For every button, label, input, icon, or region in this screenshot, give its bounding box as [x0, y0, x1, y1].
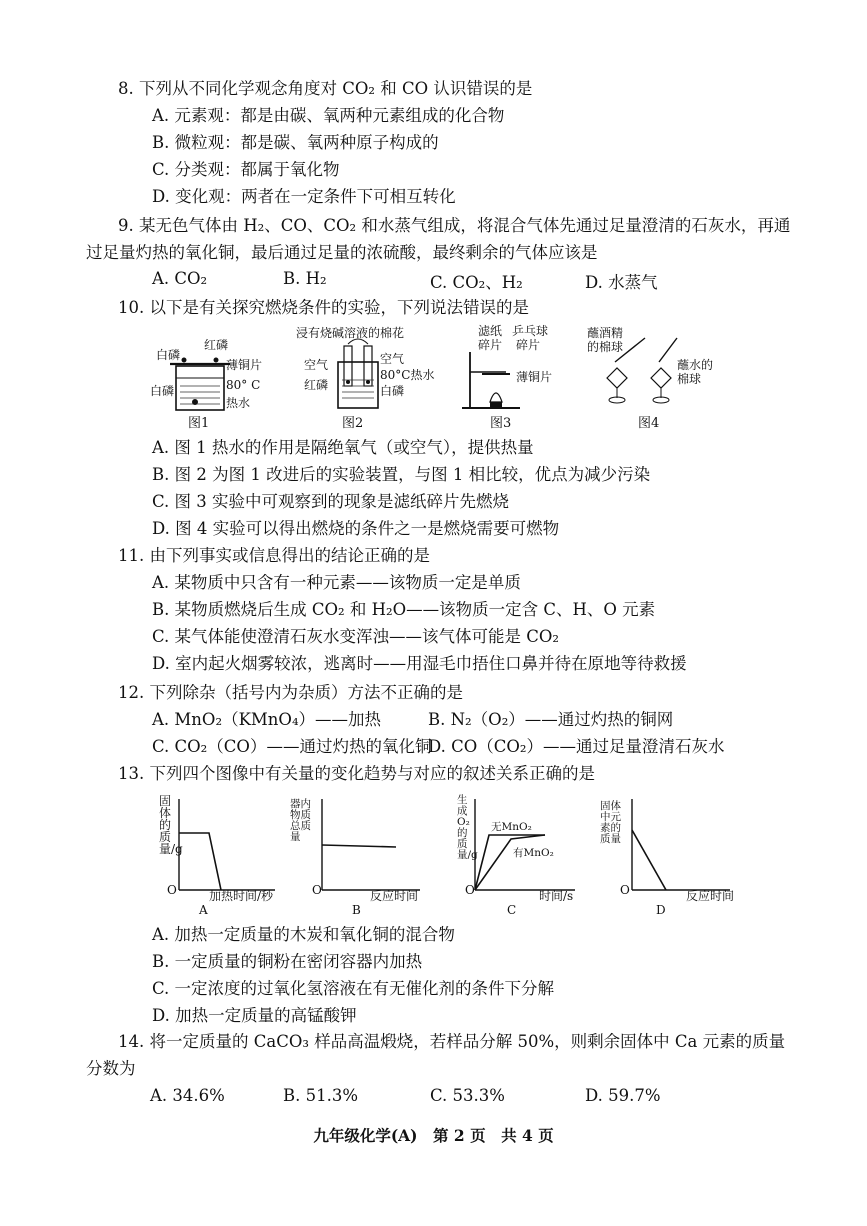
q8-option-c: C. 分类观：都属于氧化物	[152, 160, 340, 179]
q12-option-b: B. N₂（O₂）——通过灼热的铜网	[428, 710, 674, 729]
q11-option-b: B. 某物质燃烧后生成 CO₂ 和 H₂O——该物质一定含 C、H、O 元素	[152, 600, 656, 619]
q8-stem: 8. 下列从不同化学观念角度对 CO₂ 和 CO 认识错误的是	[118, 79, 533, 98]
graph-d-ylabel-7: 量	[610, 833, 621, 845]
q10-option-d: D. 图 4 实验可以得出燃烧的条件之一是燃烧需要可燃物	[152, 519, 560, 538]
graph-b-caption: B	[352, 903, 361, 917]
fig1-label-white-p-top: 白磷	[156, 348, 181, 362]
q11-option-d: D. 室内起火烟雾较浓，逃离时——用湿毛巾捂住口鼻并待在原地等待救援	[152, 654, 687, 673]
q8-option-b: B. 微粒观：都是碳、氧两种原子构成的	[152, 133, 439, 152]
q10-option-a: A. 图 1 热水的作用是隔绝氧气（或空气），提供热量	[152, 438, 534, 457]
graph-c-series-no-mno2: 无MnO₂	[491, 821, 532, 833]
q13-option-d: D. 加热一定质量的高锰酸钾	[152, 1006, 357, 1025]
graph-c-ylabel	[457, 794, 478, 861]
fig2-apparatus	[294, 322, 444, 422]
q9-option-c: C. CO₂、H₂	[430, 273, 523, 292]
graph-c-ylabel-3: 的	[457, 827, 468, 839]
fig4-caption: 图4	[638, 416, 660, 431]
graph-b-ylabel-2: 物	[290, 809, 301, 821]
q12-stem: 12. 下列除杂（括号内为杂质）方法不正确的是	[118, 683, 463, 702]
graph-a-origin: O	[167, 883, 177, 897]
q12-option-c: C. CO₂（CO）——通过灼热的氧化铜	[152, 737, 432, 756]
graph-a-caption: A	[199, 903, 208, 917]
fig4-label-water1: 蘸水的	[677, 358, 714, 372]
q8-option-d: D. 变化观：两者在一定条件下可相互转化	[152, 187, 456, 206]
q13-stem: 13. 下列四个图像中有关量的变化趋势与对应的叙述关系正确的是	[118, 764, 595, 783]
fig1-label-temp: 80° C	[226, 378, 261, 392]
graph-a	[155, 795, 285, 920]
q14-option-b: B. 51.3%	[283, 1086, 359, 1105]
fig3-caption: 图3	[490, 416, 512, 431]
fig3-label-fragment2: 碎片	[516, 338, 541, 352]
q10-option-b: B. 图 2 为图 1 改进后的实验装置，与图 1 相比较，优点为减少污染	[152, 465, 651, 484]
graph-c-ylabel-1: 成	[457, 805, 468, 817]
q13-option-c: C. 一定浓度的过氧化氢溶液在有无催化剂的条件下分解	[152, 979, 555, 998]
fig1-apparatus	[150, 326, 280, 426]
graph-d-ylabel-6: 质	[600, 833, 611, 845]
fig2-label-cotton: 浸有烧碱溶液的棉花	[296, 326, 405, 340]
graph-a-ylabel-2: 的	[159, 818, 172, 832]
fig4-apparatus	[585, 322, 735, 422]
graph-a-ylabel	[159, 794, 183, 856]
graph-c-ylabel-6: /g	[467, 849, 478, 861]
graph-c-ylabel-0: 生	[457, 794, 468, 806]
q11-stem: 11. 由下列事实或信息得出的结论正确的是	[118, 546, 430, 565]
graph-c-xlabel: 时间/s	[539, 889, 574, 903]
q9-option-d: D. 水蒸气	[585, 273, 658, 292]
graph-d-xlabel: 反应时间	[686, 889, 735, 903]
graph-d-ylabel-1: 体	[610, 800, 621, 812]
fig1-label-white-p-bottom: 白磷	[150, 384, 175, 398]
graph-a-ylabel-1: 体	[159, 806, 172, 820]
fig1-label-copper: 薄铜片	[226, 358, 263, 372]
graph-a-ylabel-5: /g	[171, 842, 183, 856]
graph-b-ylabel	[290, 799, 318, 843]
fig3-label-pingpong: 乒乓球	[512, 324, 549, 338]
q13-option-a: A. 加热一定质量的木炭和氧化铜的混合物	[152, 925, 455, 944]
q11-option-c: C. 某气体能使澄清石灰水变浑浊——该气体可能是 CO₂	[152, 627, 560, 646]
graph-a-ylabel-0: 固	[159, 794, 172, 808]
graph-d-ylabel-5: 的	[610, 822, 621, 834]
graph-b-ylabel-3: 质	[300, 809, 311, 821]
fig2-label-white-p: 白磷	[380, 384, 405, 398]
graph-d-ylabel-0: 固	[600, 800, 611, 812]
graph-c-series-mno2: 有MnO₂	[513, 847, 554, 859]
fig1-label-red-p: 红磷	[204, 338, 229, 352]
graph-b-xlabel: 反应时间	[370, 889, 419, 903]
graph-d-ylabel	[600, 801, 630, 845]
fig2-label-air-left: 空气	[304, 358, 329, 372]
fig2-label-hot-water: 80°C热水	[380, 368, 435, 382]
fig4-label-alcohol2: 的棉球	[587, 340, 624, 354]
graph-c-ylabel-5: 量	[457, 849, 468, 861]
graph-d	[600, 795, 740, 920]
graph-a-xlabel: 加热时间/秒	[209, 889, 274, 903]
graph-b	[290, 795, 430, 920]
graph-c-ylabel-4: 质	[457, 838, 468, 850]
fig4-label-alcohol1: 蘸酒精	[587, 326, 624, 340]
fig3-apparatus	[460, 322, 570, 422]
fig2-label-red-p: 红磷	[304, 378, 329, 392]
q14-option-c: C. 53.3%	[430, 1086, 505, 1105]
fig2-caption: 图2	[342, 416, 364, 431]
graph-b-ylabel-6: 量	[290, 831, 301, 843]
q9-option-b: B. H₂	[283, 269, 327, 288]
q14-options	[0, 1086, 867, 1110]
fig4-label-water2: 棉球	[677, 372, 702, 386]
graph-b-origin: O	[312, 883, 322, 897]
graph-b-ylabel-1: 内	[300, 798, 311, 810]
q14-stem-line2: 分数为	[86, 1059, 136, 1078]
q9-option-a: A. CO₂	[152, 269, 208, 288]
graph-b-ylabel-5: 质	[300, 820, 311, 832]
graph-c	[455, 795, 585, 920]
fig1-label-hot-water: 热水	[226, 396, 251, 410]
graph-d-origin: O	[620, 883, 630, 897]
q12-option-a: A. MnO₂（KMnO₄）——加热	[152, 710, 382, 729]
graph-c-origin: O	[465, 883, 475, 897]
graph-b-ylabel-4: 总	[290, 820, 301, 832]
q10-stem: 10. 以下是有关探究燃烧条件的实验，下列说法错误的是	[118, 298, 529, 317]
graph-b-ylabel-0: 器	[290, 798, 301, 810]
graph-c-caption: C	[507, 903, 517, 917]
graph-a-ylabel-4: 量	[159, 842, 172, 856]
graph-c-ylabel-2: O₂	[457, 816, 470, 828]
q10-option-c: C. 图 3 实验中可观察到的现象是滤纸碎片先燃烧	[152, 492, 510, 511]
graph-d-ylabel-4: 素	[600, 822, 611, 834]
graph-d-ylabel-2: 中	[600, 811, 611, 823]
fig3-label-copper: 薄铜片	[516, 370, 553, 384]
q14-stem-line1: 14. 将一定质量的 CaCO₃ 样品高温煅烧，若样品分解 50%，则剩余固体中 Ca 元素的质量	[118, 1032, 786, 1051]
graph-d-caption: D	[656, 903, 666, 917]
q14-option-d: D. 59.7%	[585, 1086, 661, 1105]
graph-a-ylabel-3: 质	[159, 830, 172, 844]
q14-option-a: A. 34.6%	[150, 1086, 225, 1105]
fig3-label-filter: 滤纸	[478, 324, 503, 338]
q13-option-b: B. 一定质量的铜粉在密闭容器内加热	[152, 952, 423, 971]
q12-option-d: D. CO（CO₂）——通过足量澄清石灰水	[428, 737, 725, 756]
q9-stem-line2: 过足量灼热的氧化铜，最后通过足量的浓硫酸，最终剩余的气体应该是	[86, 243, 598, 262]
q8-option-a: A. 元素观：都是由碳、氧两种元素组成的化合物	[152, 106, 505, 125]
q11-option-a: A. 某物质中只含有一种元素——该物质一定是单质	[152, 573, 521, 592]
graph-d-ylabel-3: 元	[610, 811, 621, 823]
page-footer: 九年级化学(A) 第 2 页 共 4 页	[313, 1126, 554, 1145]
q9-stem-line1: 9. 某无色气体由 H₂、CO、CO₂ 和水蒸气组成，将混合气体先通过足量澄清的石灰水，再通	[118, 216, 791, 235]
fig1-caption: 图1	[188, 416, 210, 431]
fig2-label-air-right: 空气	[380, 352, 405, 366]
q9-options	[0, 269, 867, 293]
fig3-label-fragment1: 碎片	[478, 338, 503, 352]
